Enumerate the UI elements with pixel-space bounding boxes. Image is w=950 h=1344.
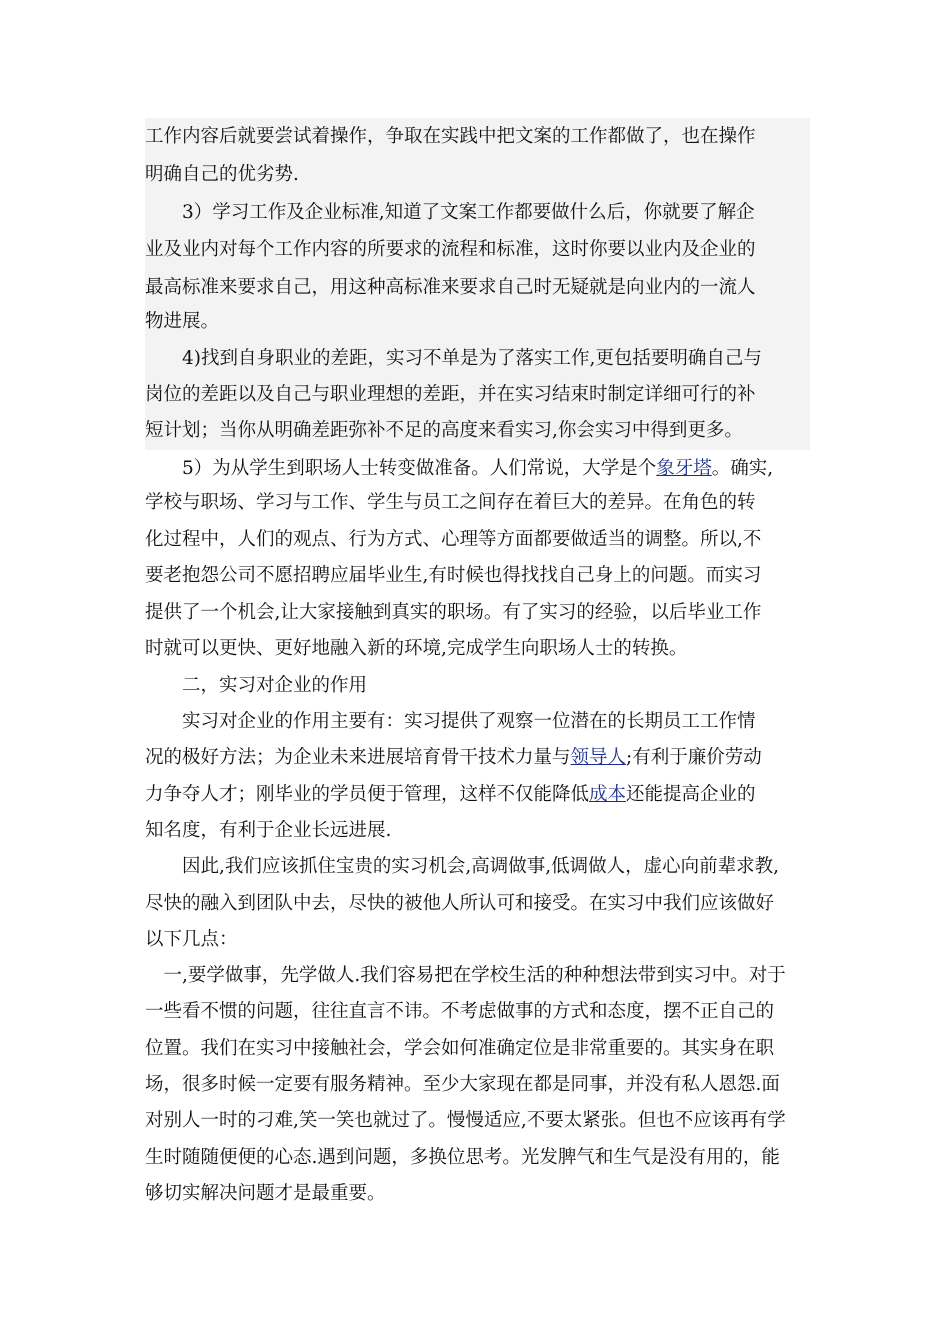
text-run: 。确实, — [711, 458, 774, 479]
text-line: 明确自己的优劣势. — [145, 156, 810, 194]
text-line: 4)找到自身职业的差距，实习不单是为了落实工作,更包括要明确自己与 — [145, 340, 810, 378]
text-line: 因此,我们应该抓住宝贵的实习机会,高调做事,低调做人，虚心向前辈求教, — [145, 856, 780, 877]
text-line: 岗位的差距以及自己与职业理想的差距，并在实习结束时制定详细可行的补 — [145, 376, 810, 414]
text-line: 化过程中，人们的观点、行为方式、心理等方面都要做适当的调整。所以,不 — [145, 529, 762, 550]
text-line: 位置。我们在实习中接触社会，学会如何准确定位是非常重要的。其实身在职 — [145, 1038, 775, 1059]
text-line — [145, 450, 810, 488]
text-line: 学校与职场、学习与工作、学生与员工之间存在着巨大的差异。在角色的转 — [145, 492, 756, 513]
text-line: 时就可以更快、更好地融入新的环境,完成学生向职场人士的转换。 — [145, 638, 688, 659]
text-run: 还能提高企业的 — [626, 784, 756, 805]
text-line: 场，很多时候一定要有服务精神。至少大家现在都是同事，并没有私人恩怨.面 — [145, 1074, 780, 1095]
text-line: 物进展。 — [145, 303, 810, 341]
text-run: 力争夺人才；刚毕业的学员便于管理，这样不仅能降低 — [145, 784, 590, 805]
text-line: 尽快的融入到团队中去，尽快的被他人所认可和接受。在实习中我们应该做好 — [145, 893, 775, 914]
text-line: 以下几点： — [145, 929, 238, 950]
text-line: 一些看不惯的问题，往往直言不讳。不考虑做事的方式和态度，摆不正自己的 — [145, 1001, 775, 1022]
text-line: 业及业内对每个工作内容的所要求的流程和标准，这时你要以业内及企业的 — [145, 231, 810, 269]
text-line: 实习对企业的作用主要有：实习提供了观察一位潜在的长期员工工作情 — [145, 711, 756, 732]
text-line: 对别人一时的刁难,笑一笑也就过了。慢慢适应,不要太紧张。但也不应该再有学 — [145, 1110, 786, 1131]
section-heading: 二，实习对企业的作用 — [145, 675, 368, 696]
text-run: ;有利于廉价劳动 — [626, 747, 762, 768]
text-line — [145, 776, 810, 814]
text-run: 况的极好方法；为企业未来进展培育骨干技术力量与 — [145, 747, 571, 768]
text-line: 提供了一个机会,让大家接触到真实的职场。有了实习的经验，以后毕业工作 — [145, 602, 762, 623]
text-line — [145, 739, 810, 777]
text-line: 生时随随便便的心态.遇到问题，多换位思考。光发脾气和生气是没有用的，能 — [145, 1147, 780, 1168]
text-run: 5）为从学生到职场人士转变做准备。人们常说，大学是个 — [145, 458, 657, 479]
link-leader[interactable]: 领导人 — [570, 747, 627, 768]
link-ivory-tower[interactable]: 象牙塔 — [656, 458, 712, 479]
link-cost[interactable]: 成本 — [589, 784, 627, 805]
text-line: 短计划；当你从明确差距弥补不足的高度来看实习,你会实习中得到更多。 — [145, 412, 810, 450]
text-line: 够切实解决问题才是最重要。 — [145, 1183, 386, 1204]
text-line: 工作内容后就要尝试着操作，争取在实践中把文案的工作都做了，也在操作 — [145, 118, 810, 156]
text-line: 最高标准来要求自己，用这种高标准来要求自己时无疑就是向业内的一流人 — [145, 269, 810, 307]
text-line: 要老抱怨公司不愿招聘应届毕业生,有时候也得找找自己身上的问题。而实习 — [145, 565, 762, 586]
text-line: 知名度，有利于企业长远进展. — [145, 820, 392, 841]
text-line: 一,要学做事，先学做人.我们容易把在学校生活的种种想法带到实习中。对于 — [145, 965, 786, 986]
text-line: 3）学习工作及企业标准,知道了文案工作都要做什么后，你就要了解企 — [145, 194, 810, 232]
